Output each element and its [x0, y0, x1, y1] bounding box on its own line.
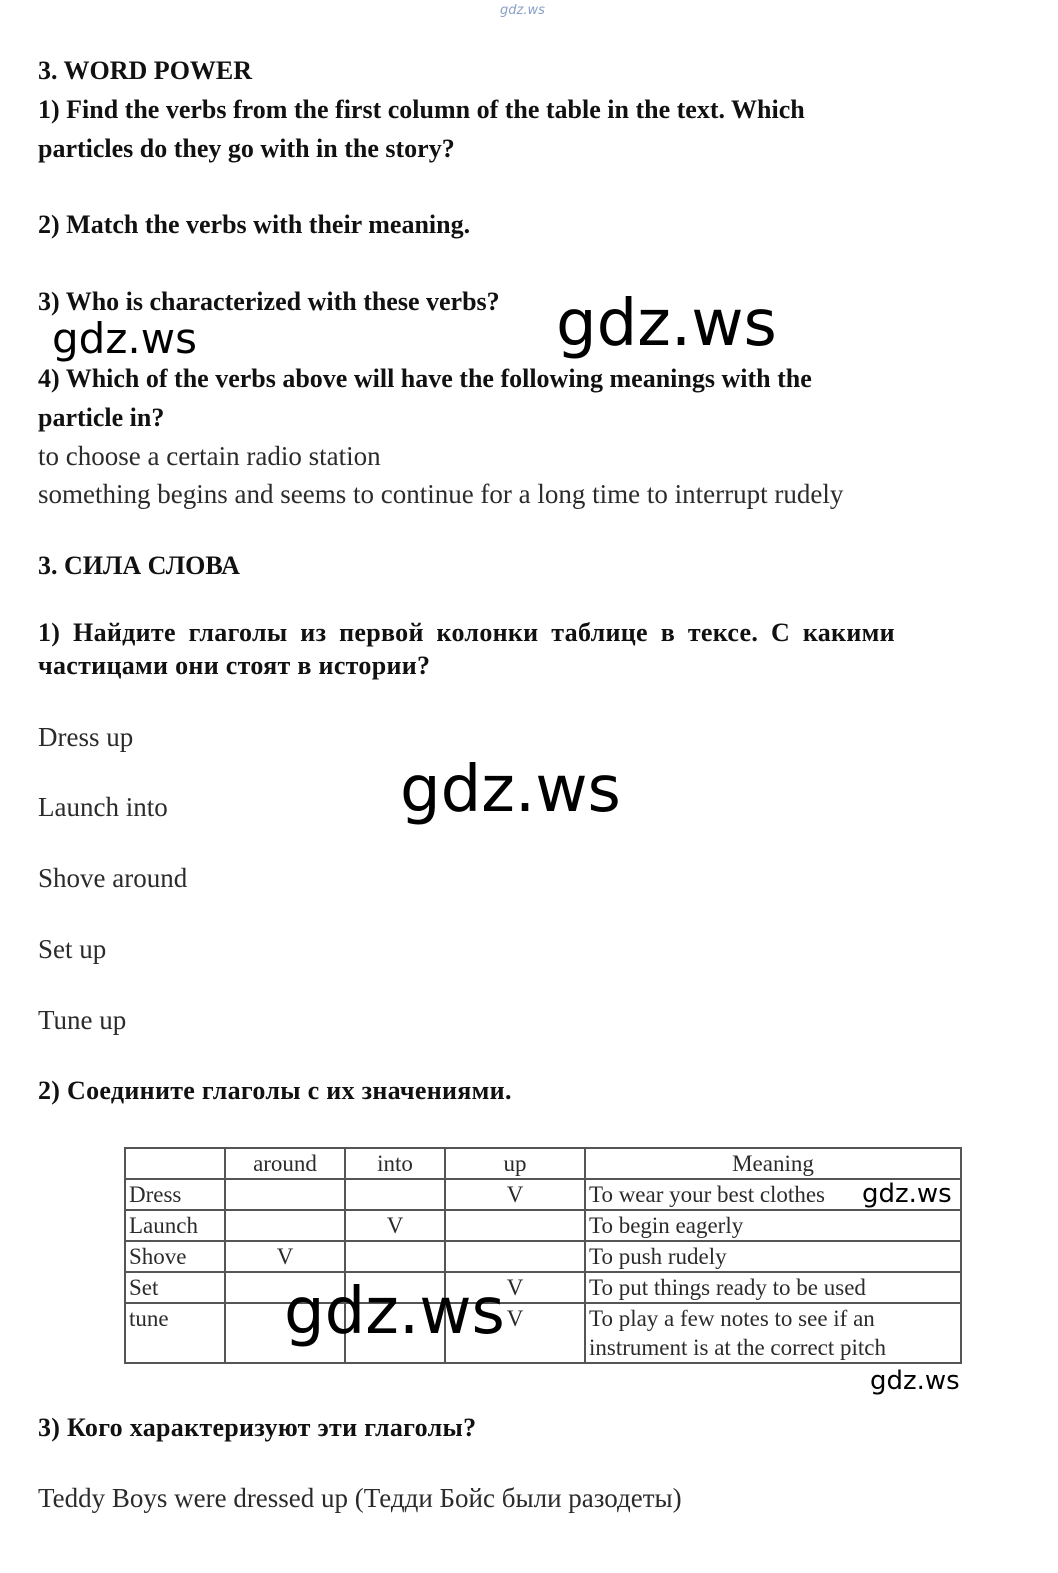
verb-item: Launch into: [38, 792, 168, 822]
table-cell-verb: Dress: [125, 1179, 225, 1210]
watermark-6: gdz.ws: [870, 1366, 960, 1396]
english-q4-line2: particle in?: [38, 403, 165, 432]
russian-q3: 3) Кого характеризуют эти глаголы?: [38, 1413, 477, 1442]
table-row: [125, 1303, 961, 1363]
verb-item: Set up: [38, 934, 107, 964]
english-q3: 3) Who is characterized with these verbs?: [38, 287, 500, 316]
table-cell-around: [225, 1179, 345, 1210]
watermark-2: gdz.ws: [556, 287, 777, 361]
table-cell-up: [445, 1241, 585, 1272]
verb-item: Dress up: [38, 722, 134, 752]
english-heading: 3. WORD POWER: [38, 56, 253, 85]
table-header-cell: Meaning: [585, 1148, 961, 1179]
verb-item: Shove around: [38, 863, 188, 893]
english-q1-line2: particles do they go with in the story?: [38, 134, 455, 163]
table-cell-into: [345, 1179, 445, 1210]
watermark-3: gdz.ws: [400, 753, 621, 827]
top-watermark: gdz.ws: [500, 3, 545, 18]
table-cell-verb: Shove: [125, 1241, 225, 1272]
table-cell-up: [445, 1210, 585, 1241]
russian-answer-3: Teddy Boys were dressed up (Тедди Бойс были разодеты): [38, 1483, 682, 1513]
russian-q2: 2) Соедините глаголы с их значениями.: [38, 1076, 512, 1105]
table-cell-up: V: [445, 1179, 585, 1210]
table-cell-verb: Set: [125, 1272, 225, 1303]
table-cell-verb: Launch: [125, 1210, 225, 1241]
verbs-table: [124, 1147, 962, 1364]
table-cell-around: [225, 1210, 345, 1241]
watermark-4: gdz.ws: [862, 1179, 952, 1209]
russian-heading: 3. СИЛА СЛОВА: [38, 551, 240, 580]
table-cell-meaning: To put things ready to be used: [585, 1272, 961, 1303]
table-header-cell: up: [445, 1148, 585, 1179]
table-cell-meaning: To begin eagerly: [585, 1210, 961, 1241]
table-header-row: [125, 1148, 961, 1179]
russian-q1-line1: 1) Найдите глаголы из первой колонки таблице в тексе. С какими: [38, 618, 895, 647]
table-row: [125, 1179, 961, 1210]
russian-q1-line2: частицами они стоят в истории?: [38, 651, 431, 680]
table-cell-meaning: To wear your best clothes: [585, 1179, 961, 1210]
table-row: [125, 1272, 961, 1303]
table-cell-meaning: To push rudely: [585, 1241, 961, 1272]
table-header-cell: [125, 1148, 225, 1179]
english-meaning-2: something begins and seems to continue for a long time to interrupt rudely: [38, 479, 844, 509]
english-q2: 2) Match the verbs with their meaning.: [38, 210, 471, 239]
watermark-5: gdz.ws: [284, 1275, 505, 1349]
table-cell-into: V: [345, 1210, 445, 1241]
table-cell-verb: tune: [125, 1303, 225, 1363]
table-cell-around: V: [225, 1241, 345, 1272]
table-cell-into: [345, 1241, 445, 1272]
table-cell-up: V: [445, 1272, 585, 1303]
verb-item: Tune up: [38, 1005, 127, 1035]
english-meaning-1: to choose a certain radio station: [38, 441, 381, 471]
table-row: [125, 1241, 961, 1272]
table-row: [125, 1210, 961, 1241]
english-q1-line1: 1) Find the verbs from the first column of the table in the text. Which: [38, 95, 805, 124]
table-cell-up: V: [445, 1303, 585, 1363]
table-header-cell: around: [225, 1148, 345, 1179]
english-q4-line1: 4) Which of the verbs above will have the following meanings with the: [38, 364, 812, 393]
table-header-cell: into: [345, 1148, 445, 1179]
watermark-1: gdz.ws: [52, 314, 197, 363]
table-cell-meaning: To play a few notes to see if an instrument is at the correct pitch: [585, 1303, 961, 1363]
